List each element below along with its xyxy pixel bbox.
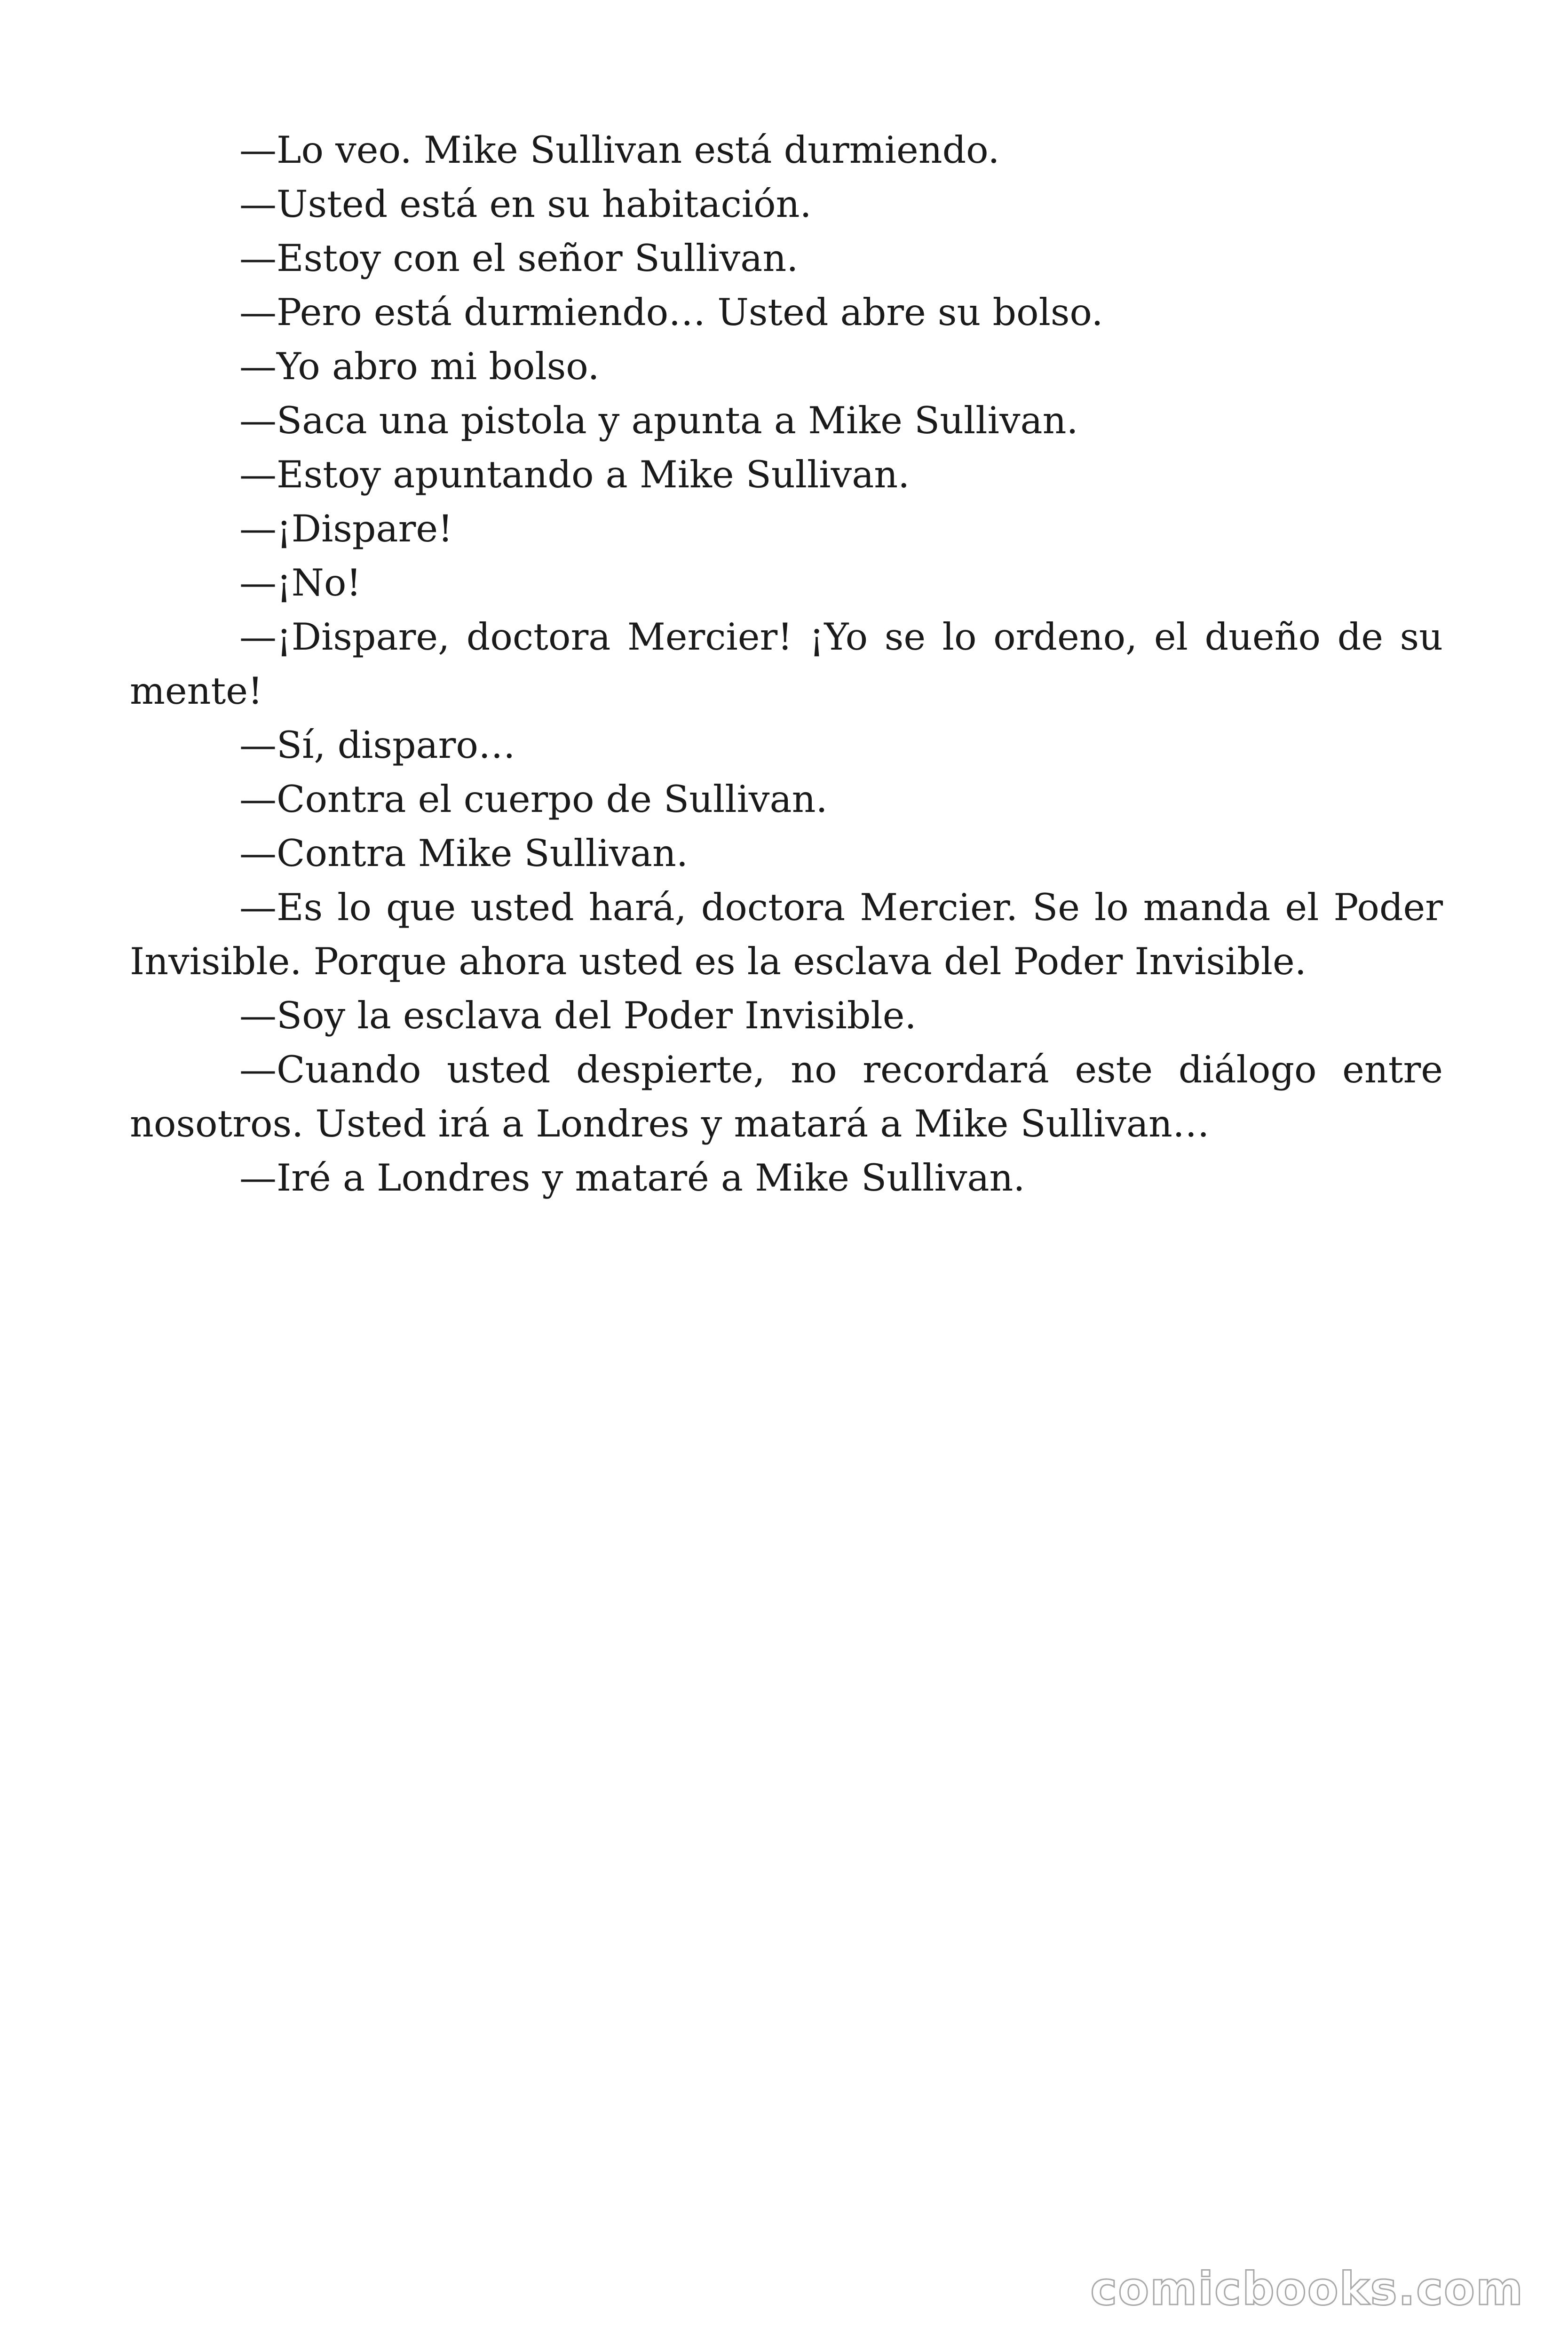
- paragraph: —Usted está en su habitación.: [239, 183, 812, 226]
- paragraph: —Estoy con el señor Sullivan.: [239, 237, 799, 280]
- paragraph: —Es lo que usted hará, doctora Mercier. Se lo manda el Poder Invisible. Porque ahora usted es la esclava del Poder Invisible.: [130, 886, 1443, 983]
- watermark-logo: comicbooks.com: [1090, 2263, 1524, 2315]
- paragraph: —¡No!: [239, 561, 362, 604]
- paragraph: —Contra Mike Sullivan.: [239, 832, 689, 875]
- paragraph: —Yo abro mi bolso.: [239, 345, 600, 388]
- paragraph: —Estoy apuntando a Mike Sullivan.: [239, 453, 910, 496]
- paragraph: —Lo veo. Mike Sullivan está durmiendo.: [239, 128, 1000, 172]
- page-text-body: [130, 123, 1443, 1205]
- paragraph: —¡Dispare!: [239, 507, 453, 550]
- paragraph: —Contra el cuerpo de Sullivan.: [239, 778, 828, 821]
- paragraph: —Cuando usted despierte, no recordará este diálogo entre nosotros. Usted irá a Londres y matará a Mike Sullivan…: [130, 1048, 1443, 1145]
- paragraph: —Pero está durmiendo… Usted abre su bolso.: [239, 291, 1103, 334]
- paragraph: —Iré a Londres y mataré a Mike Sullivan.: [239, 1156, 1025, 1200]
- paragraph: —Saca una pistola y apunta a Mike Sullivan.: [239, 399, 1078, 442]
- paragraph: —Sí, disparo…: [239, 723, 515, 767]
- paragraph: —Soy la esclava del Poder Invisible.: [239, 994, 917, 1037]
- paragraph: —¡Dispare, doctora Mercier! ¡Yo se lo ordeno, el dueño de su mente!: [130, 615, 1443, 713]
